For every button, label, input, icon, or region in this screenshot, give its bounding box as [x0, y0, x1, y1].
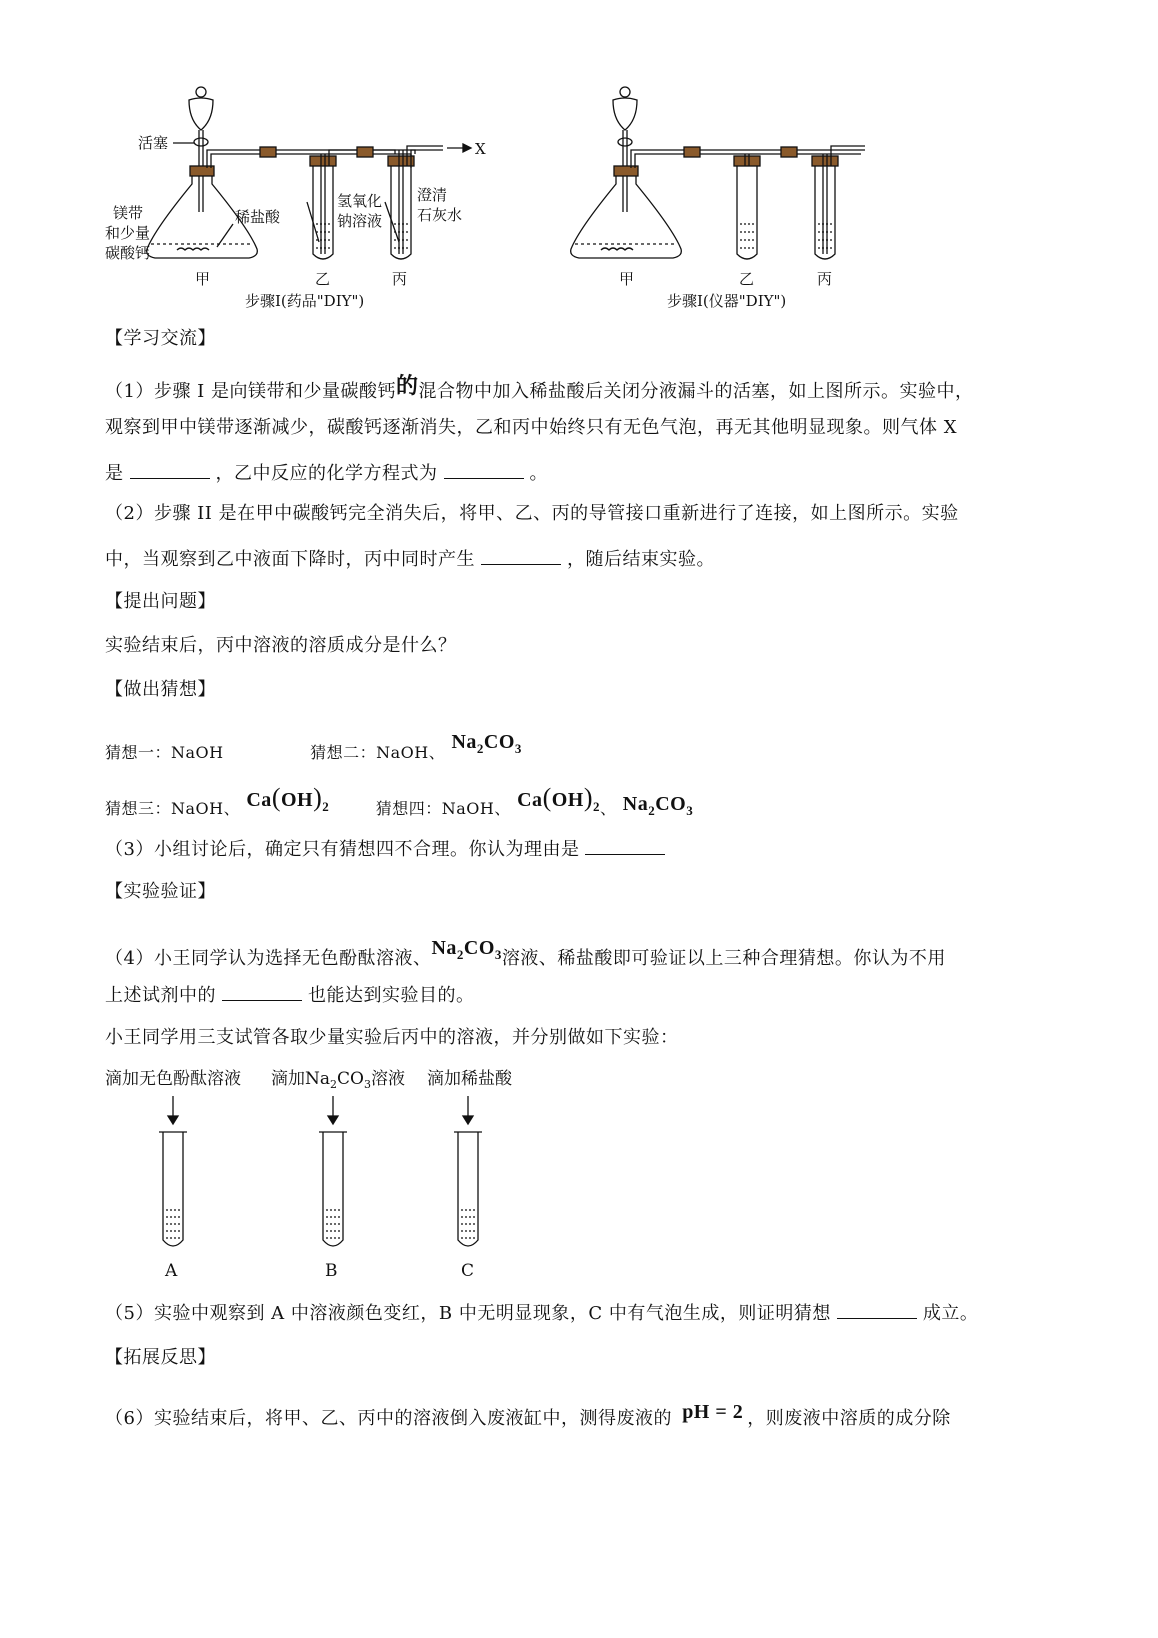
q4-line2 [105, 982, 475, 1008]
answer-blank-reason[interactable] [585, 836, 665, 855]
section-question: 【提出问题】 [105, 591, 216, 612]
q1-line3-c: 。 [529, 463, 548, 484]
stopcock [194, 138, 208, 146]
q1-line3-a: 是 [105, 463, 124, 484]
answer-blank-phenomenon[interactable] [481, 546, 561, 565]
q6-text-b: ，则废液中溶质的成分除 [747, 1408, 951, 1429]
tube-label-a: A [165, 1261, 178, 1281]
q6-text-a: （6）实验结束后，将甲、乙、丙中的溶液倒入废液缸中，测得废液的 [105, 1408, 672, 1429]
label-lime-2: 石灰水 [417, 206, 463, 224]
q5-text-a: （5）实验中观察到 A 中溶液颜色变红，B 中无明显现象，C 中有气泡生成，则证明猜想 [105, 1303, 831, 1324]
caption-right: 步骤I(仪器"DIY") [667, 292, 787, 310]
label-yi-left: 乙 [315, 270, 331, 288]
formula-na2co3-q4: $Na_2CO_3$ [431, 937, 502, 962]
q4-line2-b: 也能达到实验目的。 [308, 985, 475, 1006]
test-tube-b [319, 1132, 347, 1246]
q1-line1-de: 的 [396, 373, 419, 399]
guess-1: 猜想一：NaOH [105, 743, 224, 762]
guess-row-1 [105, 730, 522, 765]
q1-line1-b: 混合物中加入稀盐酸后关闭分液漏斗的活塞，如上图所示。实验中， [418, 381, 974, 402]
q6-line [105, 1400, 951, 1431]
q4-line1-b: 溶液、稀盐酸即可验证以上三种合理猜想。你认为不用 [501, 948, 946, 969]
guess-3: 猜想三：NaOH、 [105, 799, 241, 818]
label-mg-1: 镁带 [113, 204, 144, 222]
formula-caoh2-g4: $Ca(OH)_2$ [517, 783, 601, 814]
intro-text: 小王同学用三支试管各取少量实验后丙中的溶液，并分别做如下实验： [105, 1027, 679, 1048]
q4-line1 [105, 936, 946, 971]
label-naoh-2: 钠溶液 [337, 212, 383, 230]
answer-blank-guess[interactable] [837, 1300, 917, 1319]
q4-line2-a: 上述试剂中的 [105, 985, 216, 1006]
test-tube-bing [391, 166, 411, 259]
q3-line [105, 836, 671, 862]
tube-label-b: B [325, 1261, 338, 1281]
label-gas-x: X [475, 140, 486, 158]
label-bing-left: 丙 [392, 270, 408, 288]
q1-line3 [105, 460, 548, 486]
q5-text-b: 成立。 [922, 1303, 979, 1324]
label-naoh-1: 氢氧化 [337, 192, 383, 210]
answer-blank-reagent[interactable] [222, 982, 302, 1001]
formula-na2co3-g4: $Na_2CO_3$ [622, 793, 694, 818]
separatory-funnel [189, 98, 213, 130]
label-bing-right: 丙 [817, 270, 833, 288]
answer-blank-equation[interactable] [444, 460, 524, 479]
label-hcl: 稀盐酸 [235, 208, 281, 226]
tube-label-c: C [461, 1261, 475, 1281]
label-na2co3: 滴加$Na_2CO_3$溶液 [271, 1069, 405, 1091]
label-mg-2: 和少量 [105, 224, 151, 242]
label-yi-right: 乙 [739, 270, 755, 288]
q5-line [105, 1300, 978, 1326]
test-tube-a [159, 1132, 187, 1246]
guess-4: 猜想四：NaOH、 [375, 799, 511, 818]
section-study: 【学习交流】 [105, 328, 216, 349]
q2-line2 [105, 546, 715, 572]
caption-left: 步骤I(药品"DIY") [245, 292, 365, 310]
q1-line1-a: （1）步骤 I 是向镁带和少量碳酸钙 [105, 381, 397, 402]
q1-line3-b: ，乙中反应的化学方程式为 [215, 463, 438, 484]
q1-line2: 观察到甲中镁带逐渐减少，碳酸钙逐渐消失，乙和丙中始终只有无色气泡，再无其他明显现象。则气体 X [105, 417, 958, 438]
label-dilute-hcl: 滴加稀盐酸 [427, 1069, 512, 1089]
question-text: 实验结束后，丙中溶液的溶质成分是什么？ [105, 635, 457, 656]
section-reflect: 【拓展反思】 [105, 1347, 216, 1368]
label-jia-left: 甲 [195, 270, 211, 288]
label-jia-right: 甲 [619, 270, 635, 288]
apparatus-figure [105, 84, 1065, 334]
ph-value: pH = 2 [682, 1401, 744, 1423]
q3-text: （3）小组讨论后，确定只有猜想四不合理。你认为理由是 [105, 839, 580, 860]
q1-line1 [105, 374, 974, 404]
q4-line1-a: （4）小王同学认为选择无色酚酞溶液、 [105, 948, 432, 969]
formula-na2co3-g2: $Na_2CO_3$ [451, 731, 522, 756]
funnel-stopper [196, 87, 206, 97]
section-guess: 【做出猜想】 [105, 679, 216, 700]
formula-caoh2-g3: $Ca(OH)_2$ [246, 783, 330, 814]
label-phenolphthalein: 滴加无色酚酞溶液 [105, 1069, 241, 1089]
answer-blank-gas-x[interactable] [130, 460, 210, 479]
section-verify: 【实验验证】 [105, 881, 216, 902]
guess-row-2: 猜想三：NaOH、 $Ca(OH)_2$ 猜想四：NaOH、 $Ca(OH)_2$、 $Na_2CO_3$ [105, 783, 694, 818]
guess-2: 猜想二：NaOH、 [310, 743, 446, 762]
q2-line2-a: 中，当观察到乙中液面下降时，丙中同时产生 [105, 549, 475, 570]
label-lime-1: 澄清 [417, 186, 448, 204]
test-tube-yi [313, 166, 333, 259]
test-tube-figure [105, 1062, 605, 1294]
q2-line2-b: ，随后结束实验。 [567, 549, 715, 570]
label-stopcock: 活塞 [138, 134, 169, 152]
test-tube-c [454, 1132, 482, 1246]
q2-line1: （2）步骤 II 是在甲中碳酸钙完全消失后，将甲、乙、丙的导管接口重新进行了连接，如上图所示。实验 [105, 503, 959, 524]
label-mg-3: 碳酸钙 [105, 244, 151, 262]
